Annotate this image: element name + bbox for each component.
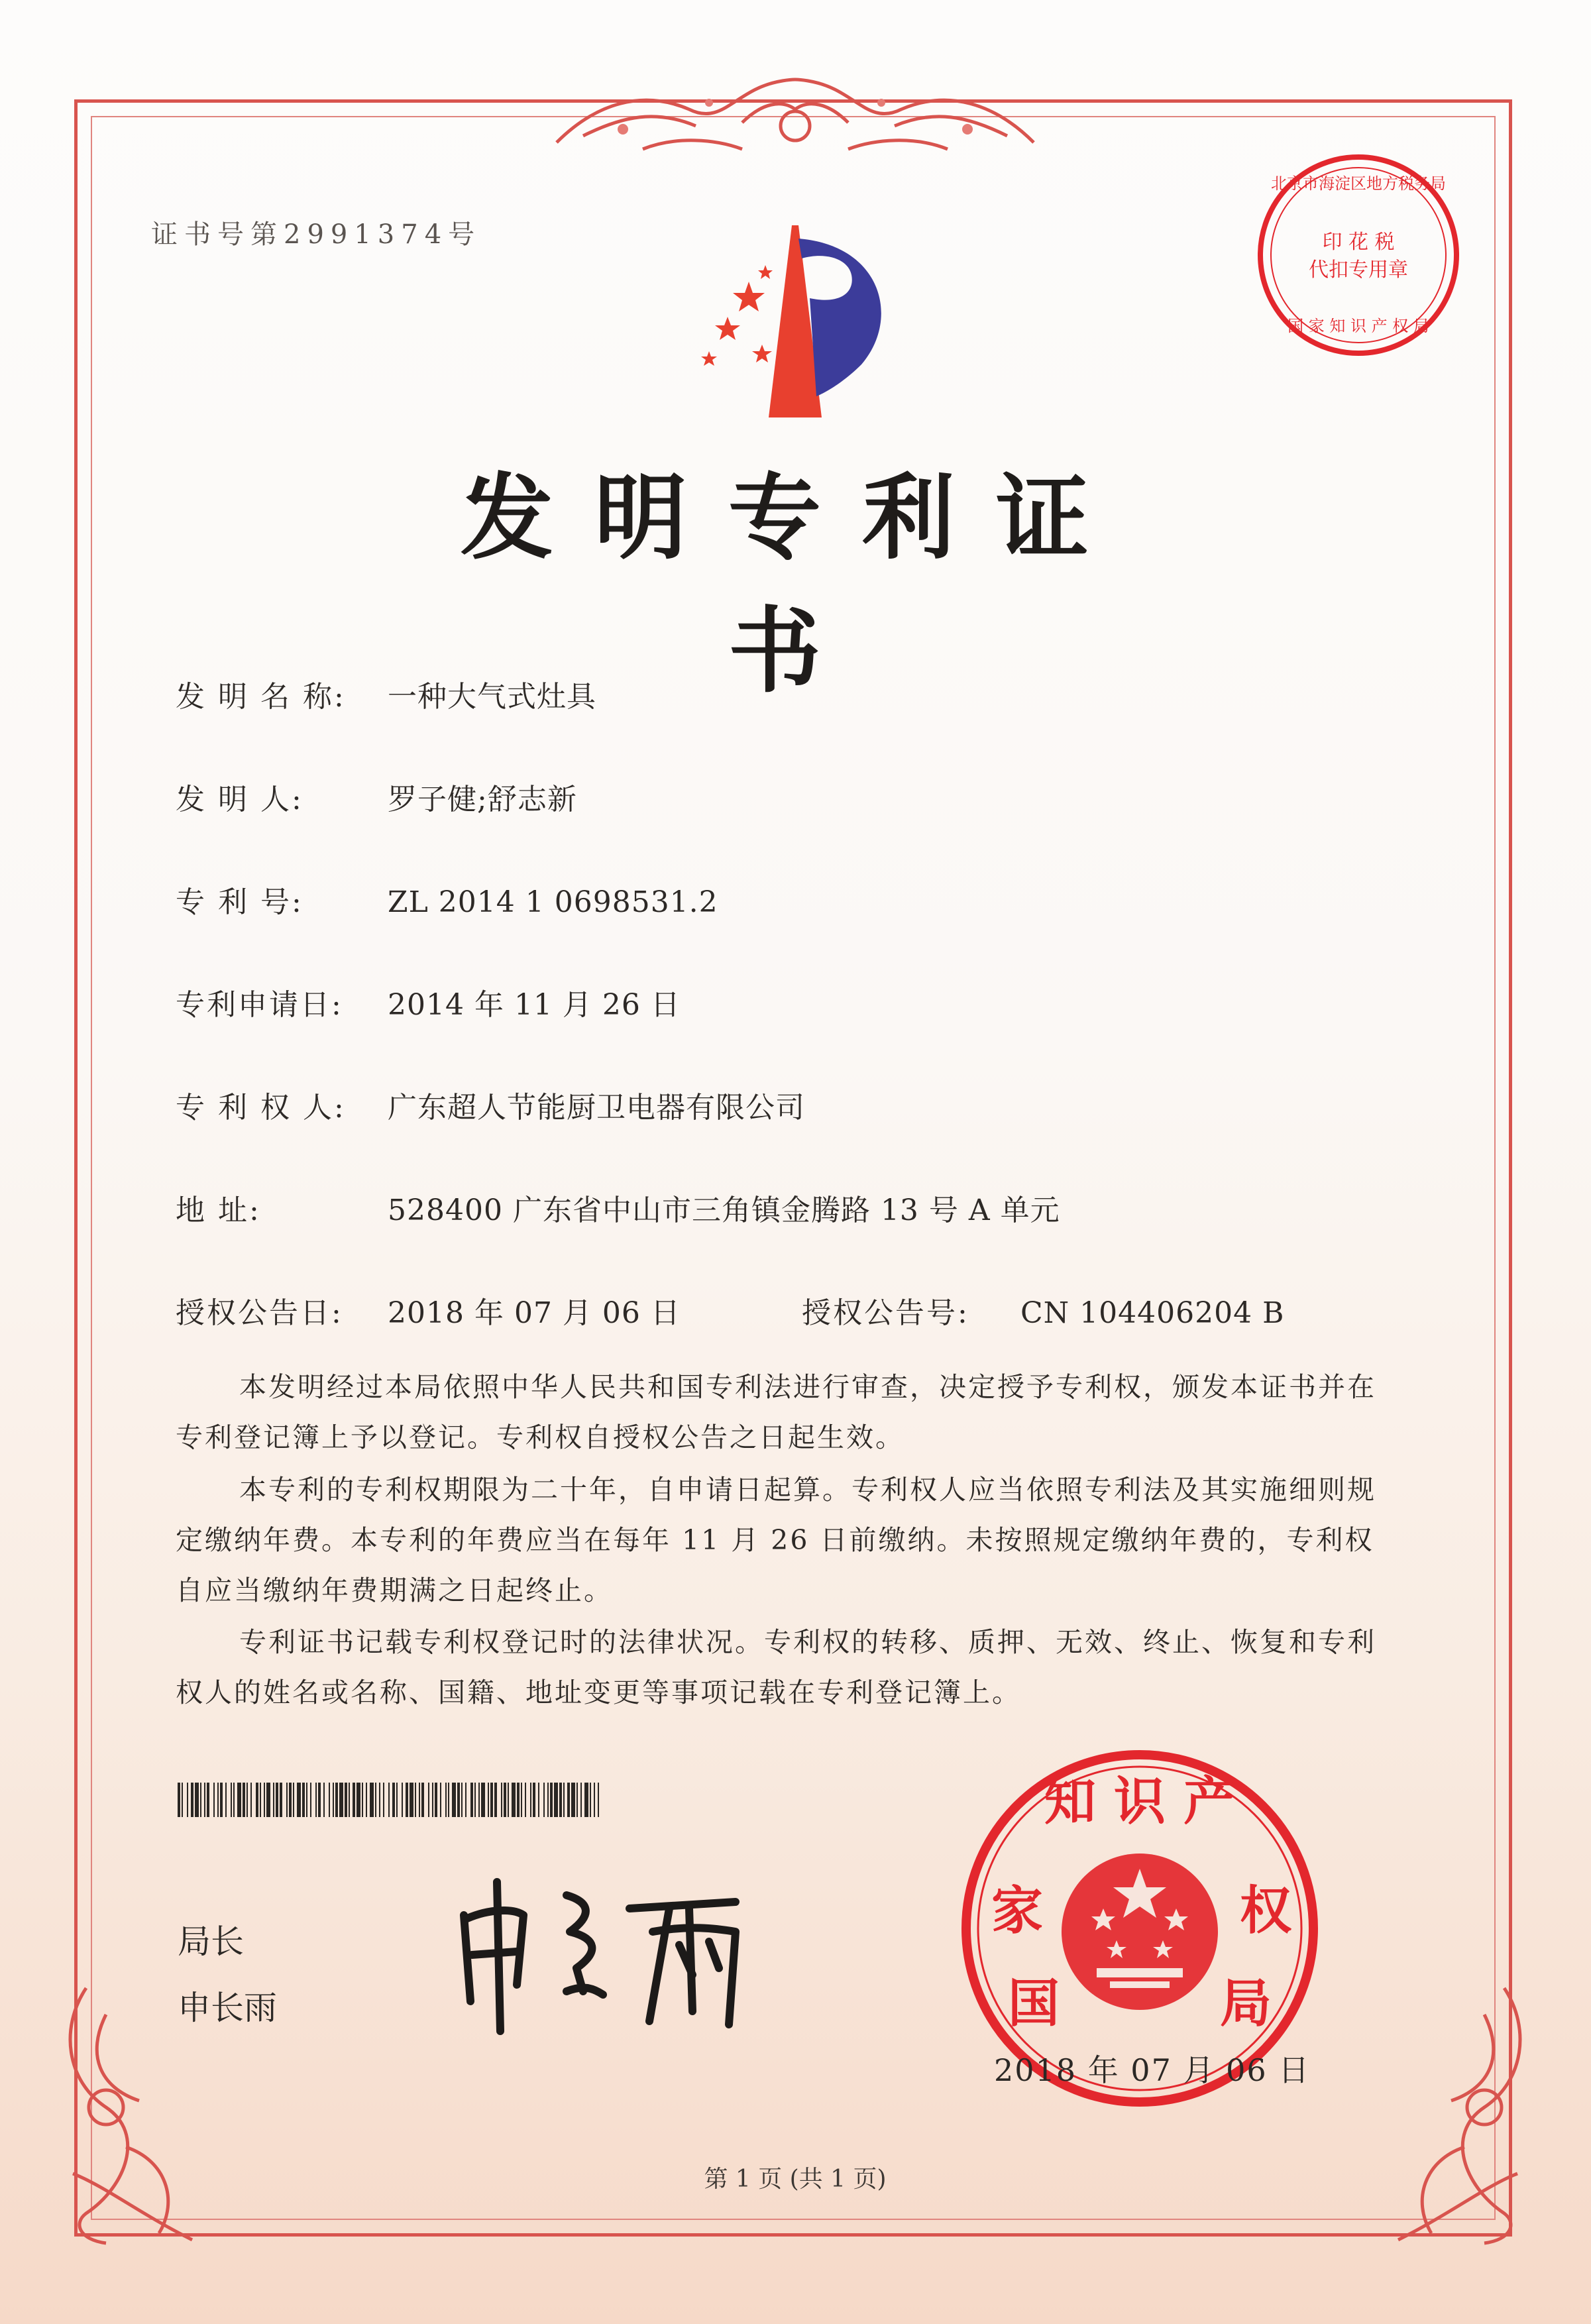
field-invention-name <box>176 673 596 715</box>
field-value: ZL 2014 1 0698531.2 <box>388 885 718 919</box>
svg-text:局: 局 <box>1219 1973 1272 2034</box>
svg-text:知 识 产: 知 识 产 <box>1044 1771 1236 1832</box>
field-label: 发 明 名 称: <box>176 680 346 714</box>
field-value: 一种大气式灶具 <box>388 680 596 714</box>
document-title: 发明专利证书 <box>460 464 1130 706</box>
director-name: 申长雨 <box>178 1989 277 2027</box>
field-label: 发 明 人: <box>176 783 303 816</box>
field-grant-date <box>176 1289 681 1331</box>
field-value: 罗子健;舒志新 <box>388 783 577 816</box>
paragraph-term-statement: 本专利的专利权期限为二十年，自申请日起算。专利权人应当依照专利法及其实施细则规定缴纳年费。本专利的年费应当在每年 11 月 26 日前缴纳。未按照规定缴纳年费的，专利权自应当缴纳年费期满之日起终止。 <box>176 1474 1376 1606</box>
page-footer: 第 1 页 (共 1 页) <box>704 2166 887 2193</box>
svg-text:国 家 知 识 产 权 局: 国 家 知 识 产 权 局 <box>1288 317 1429 335</box>
field-label: 授权公告日: <box>176 1296 343 1330</box>
paragraph-grant-statement: 本发明经过本局依照中华人民共和国专利法进行审查，决定授予专利权，颁发本证书并在专利登记簿上予以登记。专利权自授权公告之日起生效。 <box>176 1371 1376 1453</box>
svg-text:家: 家 <box>991 1881 1044 1941</box>
issue-date: 2018 年 07 月 06 日 <box>994 2052 1311 2088</box>
svg-text:北京市海淀区地方税务局: 北京市海淀区地方税务局 <box>1271 174 1446 193</box>
field-label: 专 利 权 人: <box>176 1091 346 1125</box>
director-title: 局长 <box>178 1922 244 1961</box>
certificate-number: 证书号第2991374号 <box>151 219 482 250</box>
field-label: 专 利 号: <box>176 885 303 919</box>
director-signature <box>451 1869 808 2041</box>
svg-text:印 花 税: 印 花 税 <box>1322 231 1395 254</box>
field-value: 2014 年 11 月 26 日 <box>388 988 681 1022</box>
field-inventors <box>176 775 577 818</box>
bottom-right-ornament <box>1372 1975 1544 2253</box>
field-filing-date <box>176 981 681 1023</box>
field-label: 专利申请日: <box>176 988 343 1022</box>
field-patentee <box>176 1083 805 1126</box>
field-patent-no <box>176 878 718 920</box>
paragraph-legal-status: 专利证书记载专利权登记时的法律状况。专利权的转移、质押、无效、终止、恢复和专利权人的姓名或名称、国籍、地址变更等事项记载在专利登记簿上。 <box>176 1626 1376 1708</box>
tax-stamp <box>1252 149 1464 361</box>
field-value: 广东超人节能厨卫电器有限公司 <box>388 1091 805 1125</box>
field-value: 2018 年 07 月 06 日 <box>388 1296 681 1330</box>
svg-text:国: 国 <box>1007 1973 1060 2034</box>
barcode <box>178 1783 602 1817</box>
field-value: CN 104406204 B <box>1020 1296 1285 1330</box>
field-value: 528400 广东省中山市三角镇金腾路 13 号 A 单元 <box>388 1193 1060 1227</box>
field-label: 授权公告号: <box>802 1296 969 1330</box>
patent-office-emblem <box>663 219 928 424</box>
top-ornament <box>543 63 1047 162</box>
svg-text:权: 权 <box>1239 1881 1292 1941</box>
svg-text:代扣专用章: 代扣专用章 <box>1309 258 1408 282</box>
field-label: 地 址: <box>176 1193 261 1227</box>
field-grant-no <box>802 1289 1284 1331</box>
field-address <box>176 1186 1060 1229</box>
